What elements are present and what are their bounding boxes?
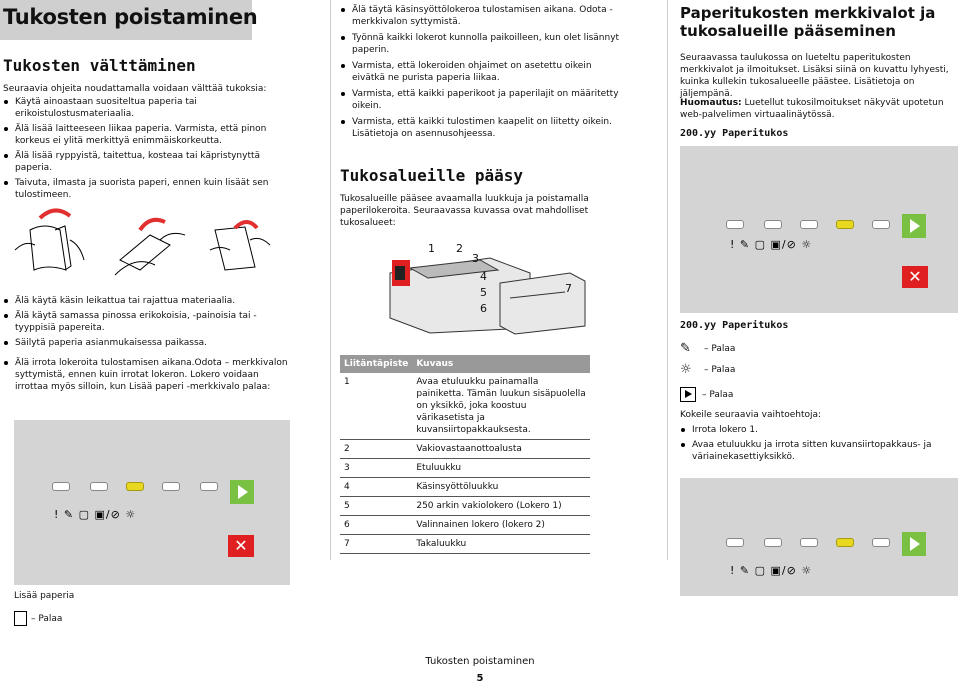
table-cell: 4 [340,478,412,497]
legend-row [680,387,733,402]
list-item: Taivuta, ilmasta ja suorista paperi, ennen kuin lisäät sen tulostimeen. [3,177,293,201]
control-panel-3 [680,478,958,596]
panel-icon-row: ! ✎ ▢ ▣/⊘ ☼ [730,564,813,577]
footer-title: Tukosten poistaminen [425,656,535,667]
status-lamp [200,482,218,491]
list-item: Varmista, että kaikki paperikoot ja paperilajit on määritetty oikein. [340,88,625,112]
intro-text: Seuraavia ohjeita noudattamalla voidaan välttää tukoksia: [3,84,267,94]
callout: 4 [480,270,487,283]
status-lamp-lit [126,482,144,491]
panel-icon-row: ! ✎ ▢ ▣/⊘ ☼ [730,238,813,251]
error-code: 200.yy Paperitukos [680,320,789,331]
options-intro: Kokeile seuraavia vaihtoehtoja: [680,410,822,420]
page-title: Tukosten poistaminen [3,5,258,29]
list-item: Varmista, että lokeroiden ohjaimet on asetettu oikein eivätkä ne purista paperia liikaa. [340,60,625,84]
panel-icon-row: ! ✎ ▢ ▣/⊘ ☼ [54,508,137,521]
table-cell: 1 [340,373,412,440]
continue-button[interactable] [902,532,926,556]
legend-value: – Palaa [31,613,63,624]
list-item: Älä irrota lokeroita tulostamisen aikana.Odota – merkkivalon syttymistä, ennen kuin irrotat lokeron. Lokero voidaan irrottaa myös silloin, kun Lisää paperi -merkkivalo palaa: [3,357,293,393]
table-cell: Takaluukku [412,535,590,554]
list-item: Varmista, että kaikki tulostimen kaapelit on liitetty oikein. Lisätietoja on asennusohjeessa. [340,116,625,140]
table-cell: Etuluukku [412,459,590,478]
paper-icon [14,611,27,626]
status-lamp [726,538,744,547]
legend-row [680,343,735,355]
jam-icon: ✎ [680,341,691,356]
section-title: Tukosten välttäminen [3,56,196,75]
table-cell: 2 [340,440,412,459]
tips-list-1 [3,96,293,201]
legend-title: Lisää paperia [14,591,75,601]
cancel-button[interactable]: ✕ [902,266,928,288]
list-item: Älä lisää ryppyistä, taitettua, kosteaa tai käpristynyttä paperia. [3,150,293,174]
table-cell: Avaa etuluukku painamalla painiketta. Tämän luukun sisäpuolella on yksikkö, joka koostuu värikasetista ja kuvansiirtopakkauksesta. [412,373,590,440]
tips-list-3 [340,4,625,140]
legend-row [14,611,62,626]
status-lamp [872,538,890,547]
list-item: Irrota lokero 1. [680,424,958,436]
access-point-table [340,355,590,554]
intro-text: Tukosalueille pääsee avaamalla luukkuja ja poistamalla paperilokeroita. Seuraavassa kuvassa ovat mahdolliset tukosalueet: [340,194,589,228]
list-item: Säilytä paperia asianmukaisessa paikassa. [3,337,293,349]
note-text [680,97,958,121]
table-header: Kuvaus [412,355,590,373]
callout: 7 [565,282,572,295]
legend-value: – Palaa [704,365,736,375]
status-lamp [726,220,744,229]
list-item: Älä lisää laitteeseen liikaa paperia. Varmista, että pinon korkeus ei ylitä merkittyä enimmäiskorkeutta. [3,123,293,147]
status-lamp [52,482,70,491]
light-icon: ☼ [680,362,692,377]
table-cell: 7 [340,535,412,554]
table-cell: 3 [340,459,412,478]
status-lamp [90,482,108,491]
callout: 3 [472,252,479,265]
status-lamp [800,538,818,547]
status-lamp [162,482,180,491]
status-lamp-lit [836,220,854,229]
callout: 1 [428,242,435,255]
cancel-button[interactable]: ✕ [228,535,254,557]
tips-list-2 [3,295,293,393]
note-label: Huomautus: [680,98,742,108]
play-icon [680,387,696,402]
continue-button[interactable] [230,480,254,504]
list-item: Avaa etuluukku ja irrota sitten kuvansiirtopakkaus- ja väriainekasettiyksikkö. [680,439,958,463]
control-panel-1 [14,420,290,585]
status-lamp [872,220,890,229]
status-lamp [764,538,782,547]
error-code: 200.yy Paperitukos [680,128,789,139]
legend-value: – Palaa [704,344,736,354]
note-body: Luetellut tukosilmoitukset näkyvät upotetun web-palvelimen virtuaalinäytössä. [680,98,944,120]
legend-value: – Palaa [702,389,734,400]
status-lamp [764,220,782,229]
list-item: Älä täytä käsinsyöttölokeroa tulostamisen aikana. Odota - merkkivalon syttymistä. [340,4,625,28]
status-lamp [800,220,818,229]
page-number: 5 [476,673,484,684]
list-item: Älä käytä käsin leikattua tai rajattua materiaalia. [3,295,293,307]
table-cell: Vakiovastaanottoalusta [412,440,590,459]
table-cell: Valinnainen lokero (lokero 2) [412,516,590,535]
list-item: Käytä ainoastaan suositeltua paperia tai erikoistulostusmateriaalia. [3,96,293,120]
paper-flex-illustration [10,200,280,280]
list-item: Työnnä kaikki lokerot kunnolla paikoilleen, kun olet lisännyt paperin. [340,32,625,56]
status-lamp-lit [836,538,854,547]
legend-row [680,364,735,376]
options-list [680,424,958,463]
control-panel-2 [680,146,958,313]
table-cell: 250 arkin vakiolokero (Lokero 1) [412,497,590,516]
section-title: Paperitukosten merkkivalot ja tukosalueille pääseminen [680,4,936,40]
intro-text: Seuraavassa taulukossa on lueteltu paperitukosten merkkivalot ja ilmoitukset. Lisäksi siinä on kuvattu lyhyesti, kuinka kullekin tukosalueelle päästee. Lisätietoja on jäljempänä. [680,53,949,99]
continue-button[interactable] [902,214,926,238]
callout: 5 [480,286,487,299]
callout: 6 [480,302,487,315]
table-cell: Käsinsyöttöluukku [412,478,590,497]
callout: 2 [456,242,463,255]
list-item: Älä käytä samassa pinossa erikokoisia, -painoisia tai -tyyppisiä papereita. [3,310,293,334]
table-cell: 5 [340,497,412,516]
table-header: Liitäntäpiste [340,355,412,373]
table-cell: 6 [340,516,412,535]
section-title: Tukosalueille pääsy [340,166,524,185]
